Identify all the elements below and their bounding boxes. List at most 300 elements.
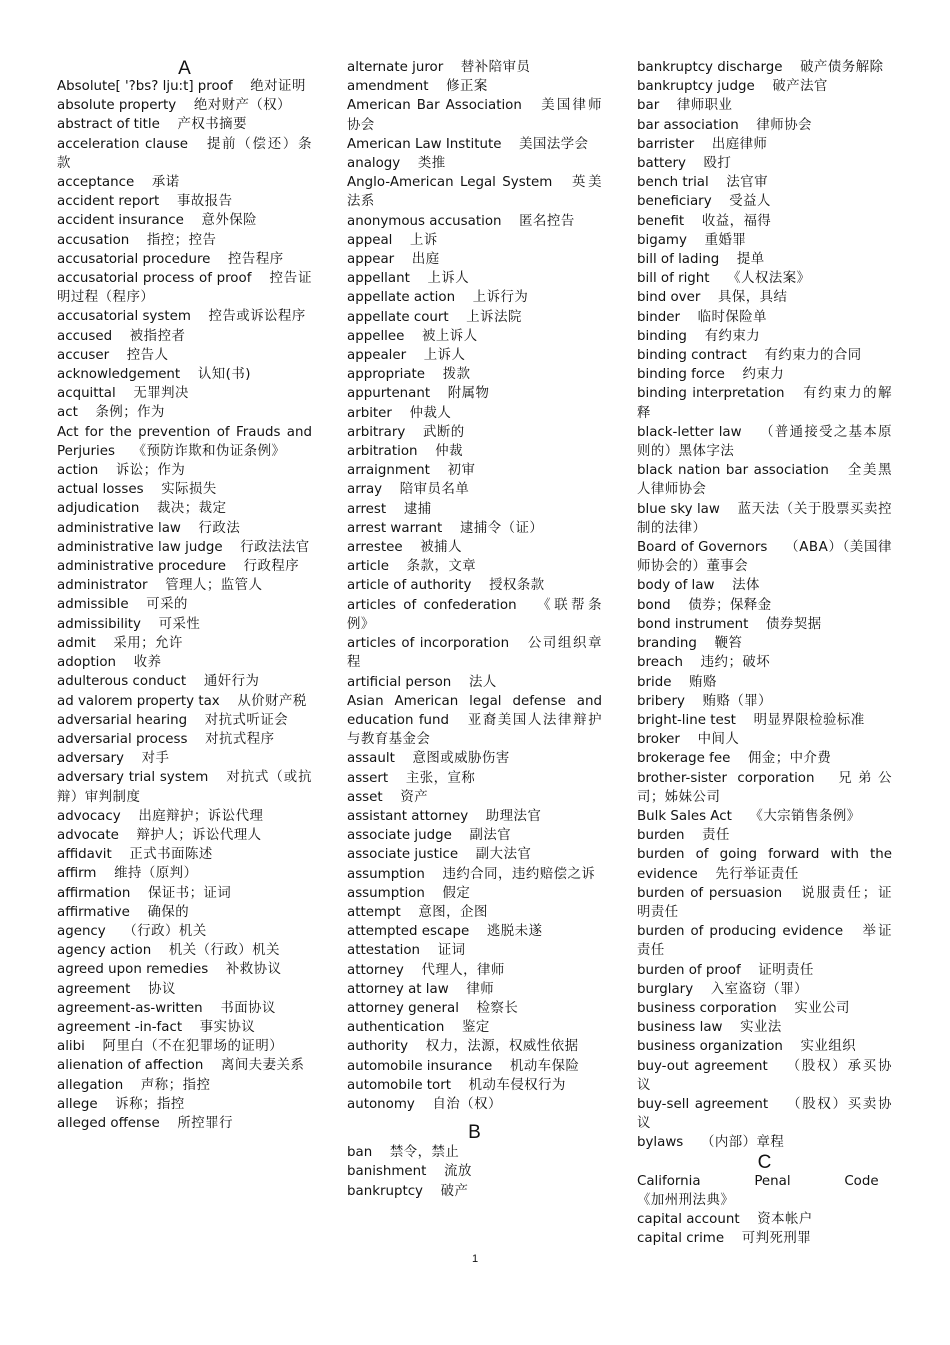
section-heading-b: B xyxy=(468,1122,481,1144)
term-english: agency xyxy=(57,923,106,939)
term-english: appellee xyxy=(347,328,405,344)
term-chinese: 可判死刑罪 xyxy=(741,1231,812,1247)
glossary-entry xyxy=(57,941,312,960)
term-english: bill of lading xyxy=(637,252,720,268)
term-chinese: 上诉法院 xyxy=(466,309,522,325)
glossary-entry xyxy=(637,308,892,327)
glossary-entry xyxy=(57,307,312,326)
term-english: associate judge xyxy=(347,828,452,844)
term-english: adversarial process xyxy=(57,731,188,747)
glossary-entry xyxy=(637,538,892,576)
term-english: business law xyxy=(637,1020,723,1036)
glossary-entry xyxy=(57,576,312,595)
glossary-entry xyxy=(57,1056,312,1075)
term-english: acknowledgement xyxy=(57,367,181,383)
term-english: accused xyxy=(57,328,113,344)
term-english: Absolute[ '?bs? lju:t] proof xyxy=(57,79,233,94)
glossary-entry xyxy=(637,231,892,250)
glossary-entry xyxy=(57,922,312,941)
term-chinese: 指控；控告 xyxy=(146,232,217,248)
term-chinese: 产权书摘要 xyxy=(177,117,247,133)
term-chinese: 书面协议 xyxy=(220,1000,276,1016)
term-chinese: 破产债务解除 xyxy=(800,60,884,75)
term-english: black-letter law xyxy=(637,424,742,440)
term-chinese: 替补陪审员 xyxy=(460,60,531,75)
term-chinese: 实际损失 xyxy=(161,482,217,498)
term-chinese: 附属物 xyxy=(447,386,490,402)
glossary-entry xyxy=(57,807,312,826)
glossary-entry xyxy=(637,96,892,115)
term-english: beneficiary xyxy=(637,194,712,210)
glossary-entry xyxy=(637,154,892,173)
glossary-entry xyxy=(637,1229,892,1248)
glossary-entry xyxy=(637,980,892,999)
term-chinese: 先行举证责任 xyxy=(715,866,799,882)
term-english: absolute property xyxy=(57,98,177,114)
term-chinese: 逃脱未遂 xyxy=(486,924,543,940)
term-english: arbitration xyxy=(347,444,418,460)
glossary-entry xyxy=(347,250,602,269)
term-chinese: 上诉人 xyxy=(423,348,466,364)
glossary-entry xyxy=(347,557,602,576)
term-english: administrative law xyxy=(57,520,181,536)
term-english: bind over xyxy=(637,290,701,306)
glossary-entry xyxy=(637,673,892,692)
term-chinese: （内部）章程 xyxy=(700,1135,785,1151)
glossary-entry xyxy=(57,519,312,538)
glossary-entry xyxy=(347,384,602,403)
term-chinese: 副大法官 xyxy=(475,847,532,863)
term-english: accuser xyxy=(57,347,110,363)
glossary-entry xyxy=(347,346,602,365)
term-chinese: 法体 xyxy=(732,578,760,594)
term-english: accusatorial procedure xyxy=(57,251,211,267)
glossary-entry xyxy=(347,673,602,692)
glossary-entry xyxy=(637,999,892,1018)
glossary-entry xyxy=(347,692,602,750)
term-english: array xyxy=(347,482,383,498)
term-chinese: 权力，法源，权威性依据 xyxy=(425,1039,579,1055)
term-english: bribery xyxy=(637,693,685,709)
glossary-entry xyxy=(57,77,312,96)
term-chinese: 类推 xyxy=(417,156,446,172)
glossary-entry xyxy=(637,1210,892,1229)
term-english: alienation of affection xyxy=(57,1058,204,1074)
term-chinese: 有约束力的合同 xyxy=(764,348,862,364)
glossary-entry xyxy=(347,1095,602,1114)
term-english: ad valorem property tax xyxy=(57,693,220,709)
term-english: Board of Governors xyxy=(637,540,768,556)
term-english: adoption xyxy=(57,655,117,671)
term-english: affirmative xyxy=(57,904,130,920)
glossary-entry xyxy=(347,173,602,211)
glossary-entry xyxy=(637,135,892,154)
term-chinese: 被捕人 xyxy=(420,540,462,556)
term-chinese: 条例；作为 xyxy=(95,405,165,421)
glossary-entry xyxy=(637,384,892,422)
term-english: bankruptcy judge xyxy=(637,79,755,95)
glossary-entry xyxy=(347,308,602,327)
glossary-entry xyxy=(347,826,602,845)
term-chinese: 逮捕 xyxy=(403,501,432,517)
term-chinese: （普通接受之基本原则的）黑体字法 xyxy=(637,424,892,460)
term-english: burden of going forward with the evidence xyxy=(637,847,892,882)
term-chinese: 资产 xyxy=(400,789,429,805)
term-chinese: （ABA）（美国律师协会的）董事会 xyxy=(637,540,892,575)
glossary-entry xyxy=(57,115,312,134)
term-english: appropriate xyxy=(347,367,426,383)
term-english: affirm xyxy=(57,866,97,882)
term-english: bond xyxy=(637,597,671,613)
term-chinese: 修正案 xyxy=(446,79,488,95)
glossary-entry xyxy=(637,500,892,538)
glossary-entry xyxy=(347,1182,602,1201)
term-chinese: 意图，企图 xyxy=(418,904,488,920)
term-chinese: 对抗式（或抗辩）审判制度 xyxy=(57,770,312,805)
glossary-entry xyxy=(57,1037,312,1056)
term-chinese: 检察长 xyxy=(476,1000,519,1016)
term-chinese: 机动车保险 xyxy=(509,1058,580,1074)
term-english: assault xyxy=(347,751,395,767)
glossary-entry xyxy=(637,749,892,768)
glossary-entry xyxy=(57,692,312,711)
term-chinese: 意外保险 xyxy=(201,213,258,229)
term-chinese: 《联帮条例》 xyxy=(347,597,602,632)
term-chinese: 诉称；指控 xyxy=(115,1096,185,1112)
term-english: capital account xyxy=(637,1211,740,1227)
term-chinese: 匿名控告 xyxy=(519,213,575,229)
term-chinese: 重婚罪 xyxy=(704,232,747,248)
term-english: accusatorial system xyxy=(57,309,191,325)
term-chinese: 约束力 xyxy=(742,367,785,383)
term-english: appear xyxy=(347,252,395,268)
glossary-entry xyxy=(347,519,602,538)
glossary-entry xyxy=(637,769,892,807)
glossary-entry xyxy=(637,288,892,307)
term-chinese: 收益，福得 xyxy=(701,213,772,229)
term-english: assumption xyxy=(347,866,425,882)
term-chinese: 违约合同，违约赔偿之诉 xyxy=(442,866,596,882)
term-chinese: 出庭辩护；诉讼代理 xyxy=(138,808,264,824)
term-english: autonomy xyxy=(347,1096,415,1112)
term-english: arbiter xyxy=(347,405,392,421)
term-english: act xyxy=(57,405,78,421)
term-chinese: 仲裁 xyxy=(435,444,463,460)
glossary-entry xyxy=(347,212,602,231)
column-1 xyxy=(57,58,312,1133)
term-chinese: 实业组织 xyxy=(800,1039,857,1055)
term-chinese: 行政法法官 xyxy=(240,539,310,555)
term-english: arrestee xyxy=(347,540,403,556)
term-english: acceleration clause xyxy=(57,136,189,152)
glossary-entry xyxy=(347,404,602,423)
glossary-entry xyxy=(57,192,312,211)
term-chinese: 行政程序 xyxy=(243,559,300,575)
glossary-entry xyxy=(347,480,602,499)
term-english: anonymous accusation xyxy=(347,213,502,229)
term-english: burden of proof xyxy=(637,962,741,978)
term-english: assistant attorney xyxy=(347,808,469,824)
term-english: adversarial hearing xyxy=(57,712,188,728)
glossary-entry xyxy=(637,365,892,384)
term-english: body of law xyxy=(637,578,715,594)
term-chinese: 鞭笞 xyxy=(714,636,743,652)
term-english: appurtenant xyxy=(347,386,431,402)
glossary-entry xyxy=(57,327,312,346)
glossary-entry xyxy=(57,845,312,864)
glossary-entry xyxy=(347,58,602,77)
glossary-entry xyxy=(57,634,312,653)
term-english: attorney at law xyxy=(347,981,449,997)
term-english: binding contract xyxy=(637,348,747,364)
term-chinese: 绝对财产（权） xyxy=(193,98,292,114)
glossary-entry xyxy=(347,884,602,903)
term-english: broker xyxy=(637,732,680,748)
term-english: automobile tort xyxy=(347,1077,452,1093)
glossary-entry xyxy=(347,1076,602,1095)
glossary-entry xyxy=(57,403,312,422)
glossary-entry xyxy=(57,461,312,480)
glossary-entry xyxy=(347,77,602,96)
term-english: administrator xyxy=(57,578,148,594)
term-english: bench trial xyxy=(637,175,709,191)
term-english: arbitrary xyxy=(347,424,406,440)
glossary-entry xyxy=(347,1037,602,1056)
term-chinese: 证词 xyxy=(437,943,466,959)
term-chinese: 违约；破坏 xyxy=(700,655,771,671)
term-english: banishment xyxy=(347,1164,427,1180)
term-chinese: 管理人；监管人 xyxy=(165,578,263,594)
term-english: Anglo-American Legal System xyxy=(347,175,553,191)
term-english: admit xyxy=(57,635,96,651)
term-chinese: 正式书面陈述 xyxy=(129,847,213,863)
glossary-entry xyxy=(637,807,892,826)
glossary-entry xyxy=(347,135,602,154)
glossary-entry xyxy=(347,807,602,826)
glossary-entry xyxy=(637,212,892,231)
term-english: burglary xyxy=(637,981,694,997)
term-english: appellate court xyxy=(347,309,449,325)
term-english: agreed upon remedies xyxy=(57,962,209,978)
term-english: blue sky law xyxy=(637,501,720,517)
term-chinese: 《大宗销售条例》 xyxy=(749,808,861,824)
term-chinese: 无罪判决 xyxy=(133,386,189,402)
glossary-entry xyxy=(57,96,312,115)
term-chinese: 责任 xyxy=(702,828,730,844)
term-english: bylaws xyxy=(637,1135,684,1151)
glossary-entry xyxy=(637,269,892,288)
term-english: accident report xyxy=(57,194,160,210)
term-chinese: 美国律师协会 xyxy=(347,98,602,133)
term-english: Act for the prevention of Frauds and Perjuries xyxy=(57,424,312,459)
term-chinese: 补救协议 xyxy=(225,962,282,978)
term-english: burden of persuasion xyxy=(637,885,783,901)
glossary-entry xyxy=(57,346,312,365)
term-english: bar xyxy=(637,98,660,114)
term-chinese: 主张，宣称 xyxy=(405,770,476,786)
term-english: advocate xyxy=(57,827,119,843)
term-chinese: 实业法 xyxy=(740,1020,782,1036)
glossary-entry xyxy=(57,980,312,999)
glossary-entry xyxy=(347,596,602,634)
term-chinese: 律师协会 xyxy=(756,117,812,133)
glossary-entry xyxy=(637,711,892,730)
term-chinese: 绝对证明 xyxy=(250,79,306,94)
glossary-entry xyxy=(57,538,312,557)
glossary-entry xyxy=(57,749,312,768)
column-2 xyxy=(347,58,602,1201)
glossary-entry xyxy=(347,538,602,557)
glossary-entry xyxy=(57,1018,312,1037)
glossary-entry xyxy=(57,615,312,634)
term-chinese: 债券契据 xyxy=(766,616,822,632)
term-english: buy-out agreement xyxy=(637,1058,768,1074)
glossary-entry xyxy=(637,173,892,192)
glossary-entry xyxy=(347,154,602,173)
term-chinese: 对抗式听证会 xyxy=(204,712,289,728)
term-english: attestation xyxy=(347,943,421,959)
glossary-entry xyxy=(57,499,312,518)
term-english: bill of right xyxy=(637,271,710,287)
term-chinese: 自治（权） xyxy=(432,1096,502,1112)
term-english: analogy xyxy=(347,156,401,172)
term-english: adversary xyxy=(57,751,124,767)
column-3 xyxy=(637,58,892,1248)
glossary-entry xyxy=(347,423,602,442)
glossary-entry xyxy=(347,269,602,288)
term-english: administrative law judge xyxy=(57,539,223,555)
term-chinese: 采用；允许 xyxy=(113,635,183,651)
term-english: bar association xyxy=(637,117,739,133)
term-chinese: 条款，文章 xyxy=(406,559,477,575)
term-chinese: 法人 xyxy=(468,674,497,690)
term-english: binding interpretation xyxy=(637,386,785,402)
term-chinese: 事实协议 xyxy=(199,1019,256,1035)
glossary-entry xyxy=(57,672,312,691)
term-chinese: 机关（行政）机关 xyxy=(168,943,280,959)
glossary-entry xyxy=(347,288,602,307)
glossary-entry xyxy=(637,1133,892,1152)
term-english: artificial person xyxy=(347,674,452,690)
term-chinese: 实业公司 xyxy=(794,1000,850,1016)
term-chinese: 殴打 xyxy=(703,156,732,172)
term-chinese: 上诉 xyxy=(410,232,438,248)
term-chinese: 破产法官 xyxy=(772,79,828,95)
term-english: action xyxy=(57,463,99,479)
term-english: breach xyxy=(637,655,684,671)
term-english: adversary trial system xyxy=(57,770,209,786)
term-chinese: 破产 xyxy=(440,1183,469,1199)
term-english: allege xyxy=(57,1096,98,1112)
glossary-entry xyxy=(637,461,892,499)
term-chinese: 《预防诈欺和伪证条例》 xyxy=(132,443,286,459)
term-chinese: 逮捕令（证） xyxy=(459,520,544,536)
term-chinese: 声称；指控 xyxy=(140,1077,211,1093)
glossary-entry xyxy=(637,1037,892,1056)
term-english: bright-line test xyxy=(637,712,736,728)
glossary-entry xyxy=(57,1076,312,1095)
term-english: appealer xyxy=(347,348,407,364)
glossary-entry xyxy=(57,480,312,499)
term-english: admissibility xyxy=(57,616,141,632)
term-english: adjudication xyxy=(57,501,140,517)
term-english: agreement xyxy=(57,981,131,997)
term-chinese: 阿里白（不在犯罪场的证明） xyxy=(102,1039,284,1055)
term-chinese: 事故报告 xyxy=(176,194,233,210)
term-chinese: 兄弟公司；姊妹公司 xyxy=(637,770,892,805)
term-chinese: 法官审 xyxy=(726,175,769,191)
term-english: acceptance xyxy=(57,175,135,191)
term-english: brokerage fee xyxy=(637,751,731,767)
term-chinese: 上诉人 xyxy=(427,271,470,287)
term-chinese: 公司组织章程 xyxy=(347,636,602,671)
term-chinese: 律师 xyxy=(466,981,495,997)
section-heading-a: A xyxy=(178,58,191,79)
term-english: alleged offense xyxy=(57,1115,160,1131)
glossary-entry xyxy=(57,730,312,749)
term-english: ban xyxy=(347,1145,373,1161)
term-chinese: 资本帐户 xyxy=(757,1211,813,1227)
term-chinese: 律师职业 xyxy=(676,98,733,114)
term-chinese: 假定 xyxy=(442,885,471,901)
glossary-entry xyxy=(347,500,602,519)
term-english: business organization xyxy=(637,1039,783,1055)
glossary-entry xyxy=(57,384,312,403)
term-chinese: 全美黑人律师协会 xyxy=(637,463,893,498)
glossary-entry xyxy=(57,211,312,230)
glossary-entry xyxy=(57,960,312,979)
term-english: burden xyxy=(637,828,685,844)
glossary-entry xyxy=(57,173,312,192)
term-chinese: 认知(书) xyxy=(197,367,251,383)
term-english: bond instrument xyxy=(637,616,749,632)
glossary-entry xyxy=(637,1095,892,1133)
term-english: binding force xyxy=(637,367,725,383)
term-chinese: 武断的 xyxy=(422,424,465,440)
term-english: appeal xyxy=(347,232,393,248)
glossary-entry xyxy=(347,999,602,1018)
term-english: capital crime xyxy=(637,1231,725,1247)
term-english: admissible xyxy=(57,597,129,613)
term-chinese: 禁令，禁止 xyxy=(389,1145,460,1161)
term-chinese: （股权）买卖协议 xyxy=(637,1096,892,1132)
glossary-entry xyxy=(347,1057,602,1076)
term-chinese: 被指控者 xyxy=(129,328,186,344)
glossary-entry xyxy=(637,845,892,883)
term-chinese: 入室盗窃（罪） xyxy=(710,981,809,997)
term-english: actual losses xyxy=(57,482,144,498)
glossary-entry xyxy=(637,596,892,615)
glossary-entry xyxy=(347,1018,602,1037)
term-chinese: 助理法官 xyxy=(485,808,542,824)
glossary-entry xyxy=(347,769,602,788)
term-english: branding xyxy=(637,636,697,652)
term-english: arrest xyxy=(347,501,387,517)
term-english: buy-sell agreement xyxy=(637,1096,769,1112)
term-chinese: 辩护人；诉讼代理人 xyxy=(136,827,262,843)
term-chinese: 初审 xyxy=(447,463,476,479)
glossary-entry xyxy=(57,884,312,903)
glossary-entry xyxy=(637,730,892,749)
term-english: alternate juror xyxy=(347,60,444,75)
term-chinese: 提单 xyxy=(736,252,765,268)
glossary-entry xyxy=(57,231,312,250)
glossary-entry xyxy=(347,903,602,922)
term-chinese: 中间人 xyxy=(697,732,740,748)
term-english: accident insurance xyxy=(57,213,184,229)
term-chinese: 对抗式程序 xyxy=(205,731,275,747)
term-english: advocacy xyxy=(57,808,121,824)
